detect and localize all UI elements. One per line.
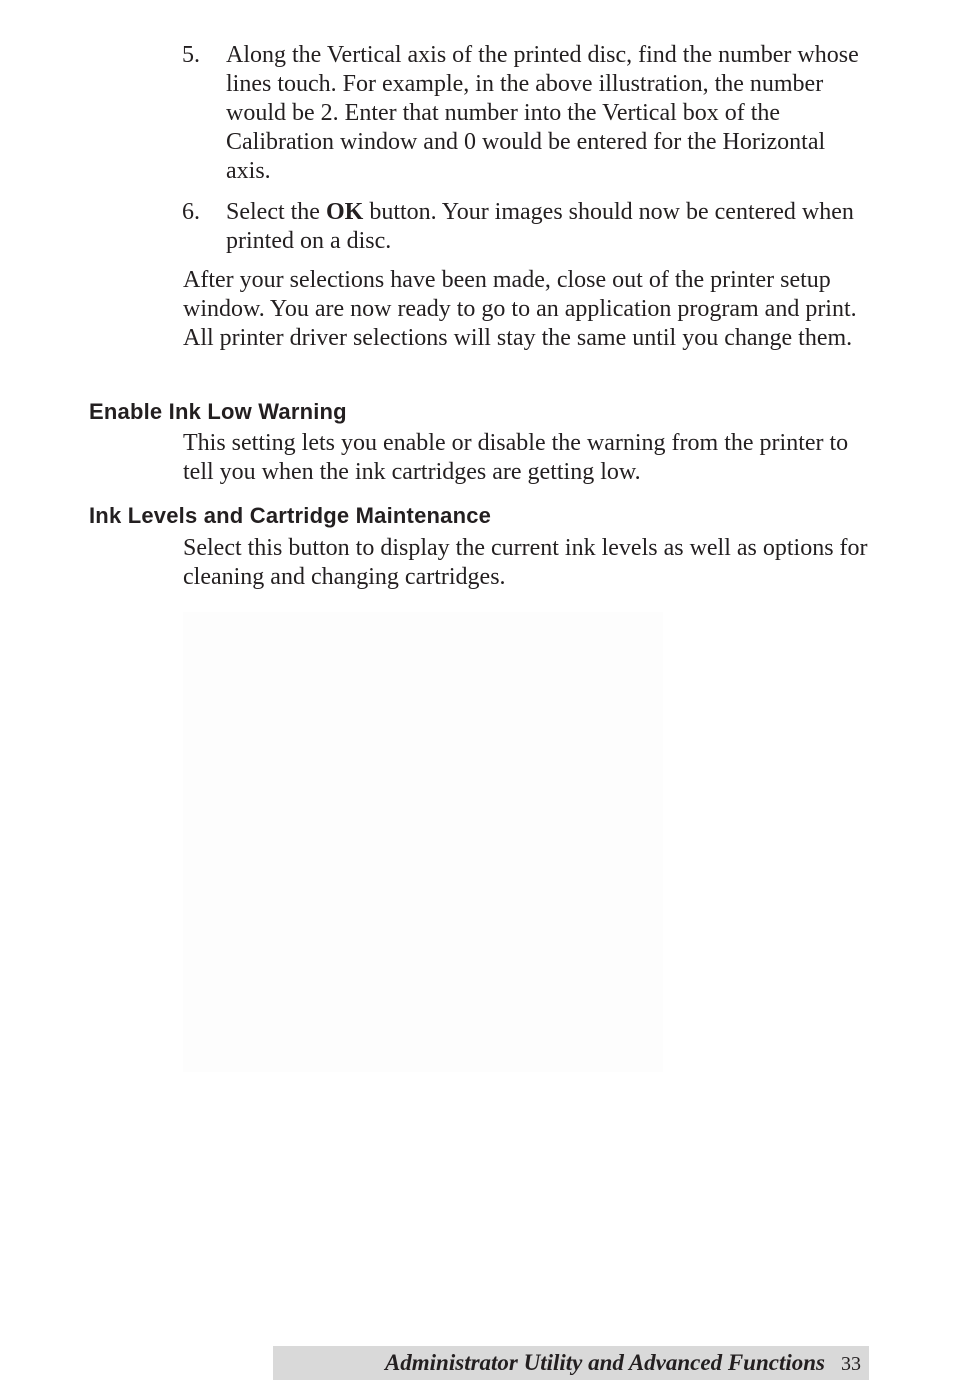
step-text: Along the Vertical axis of the printed disc, find the number whose lines touch. For example, in the above illustration, the number would be 2. Enter that number into the Vertical box of the Calibration window and 0 would be entered for the Horizontal axis. — [226, 42, 859, 184]
footer-title: Administrator Utility and Advanced Functions — [384, 1350, 825, 1375]
page-number: 33 — [841, 1353, 861, 1375]
step-text — [226, 198, 872, 256]
step-number: 5. — [182, 42, 200, 68]
page-footer — [273, 1346, 869, 1380]
ok-button-reference: OK — [325, 199, 364, 225]
step-text-before: Select the — [226, 199, 326, 225]
figure-placeholder — [183, 612, 663, 1072]
section-heading-ink-low-warning: Enable Ink Low Warning — [89, 399, 347, 424]
step-text-after: button. Your images should now be centered when printed on a disc. — [226, 199, 854, 254]
section-heading-ink-levels: Ink Levels and Cartridge Maintenance — [89, 503, 492, 528]
step-5 — [182, 41, 872, 186]
step-6 — [182, 198, 872, 256]
after-selections-paragraph: After your selections have been made, close out of the printer setup window. You are now ready to go to an application program and print. All printer driver selections will stay the same until you change them. — [183, 267, 857, 351]
section-body-ink-low-warning: This setting lets you enable or disable the warning from the printer to tell you when the ink cartridges are getting low. — [183, 430, 849, 485]
section-body-ink-levels: Select this button to display the current ink levels as well as options for cleaning and changing cartridges. — [183, 535, 868, 590]
step-number: 6. — [182, 199, 200, 225]
